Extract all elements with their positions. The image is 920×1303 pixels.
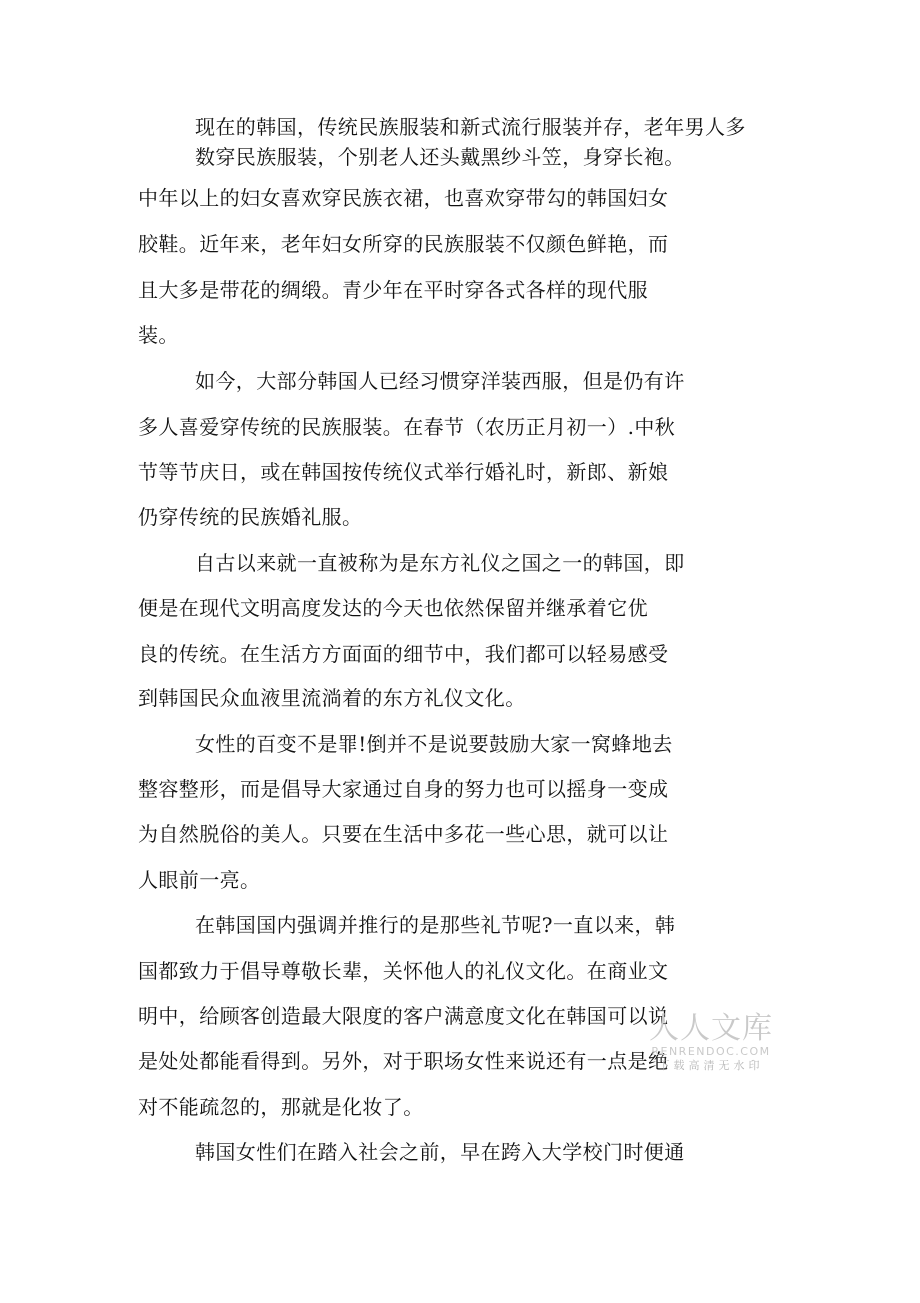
text-line: 是处处都能看得到。另外，对于职场女性来说还有一点是绝 <box>138 1049 669 1073</box>
text-line: 自古以来就一直被称为是东方礼仪之国之一的韩国，即 <box>195 551 685 575</box>
text-line: 数穿民族服装，个别老人还头戴黑纱斗笠，身穿长袍。 <box>195 145 685 169</box>
watermark-slogan: 下载高清无水印 <box>658 1059 764 1072</box>
text-line: 到韩国民众血液里流淌着的东方礼仪文化。 <box>138 686 526 710</box>
text-line: 节等节庆日，或在韩国按传统仪式举行婚礼时，新郎、新娘 <box>138 460 669 484</box>
text-line: 韩国女性们在踏入社会之前，早在跨入大学校门时便通 <box>195 1140 685 1164</box>
text-line: 在韩国国内强调并推行的是那些礼节呢?一直以来，韩 <box>195 913 676 937</box>
text-line: 对不能疏忽的，那就是化妆了。 <box>138 1095 424 1119</box>
watermark-url: RENRENDOC.COM <box>651 1045 771 1058</box>
text-line: 明中，给顾客创造最大限度的客户满意度文化在韩国可以说 <box>138 1004 669 1028</box>
text-line: 人眼前一亮。 <box>138 868 261 892</box>
text-line: 现在的韩国，传统民族服装和新式流行服装并存，老年男人多 <box>195 115 746 139</box>
text-line: 仍穿传统的民族婚礼服。 <box>138 505 363 529</box>
watermark-logo-text: 人人文库 <box>649 1011 773 1046</box>
text-line: 如今，大部分韩国人已经习惯穿洋装西服，但是仍有许 <box>195 369 685 393</box>
text-line: 多人喜爱穿传统的民族服装。在春节（农历正月初一）.中秋 <box>138 415 676 439</box>
watermark <box>648 1012 774 1074</box>
text-line: 中年以上的妇女喜欢穿民族衣裙，也喜欢穿带勾的韩国妇女 <box>138 186 669 210</box>
text-line: 胶鞋。近年来，老年妇女所穿的民族服装不仅颜色鲜艳，而 <box>138 232 669 256</box>
text-line: 整容整形，而是倡导大家通过自身的努力也可以摇身一变成 <box>138 777 669 801</box>
text-line: 为自然脱俗的美人。只要在生活中多花一些心思，就可以让 <box>138 822 669 846</box>
text-line: 国都致力于倡导尊敬长辈，关怀他人的礼仪文化。在商业文 <box>138 959 669 983</box>
text-line: 装。 <box>138 323 179 347</box>
text-line: 且大多是带花的绸缎。青少年在平时穿各式各样的现代服 <box>138 278 648 302</box>
text-line: 良的传统。在生活方方面面的细节中，我们都可以轻易感受 <box>138 642 669 666</box>
text-line: 女性的百变不是罪!倒并不是说要鼓励大家一窝蜂地去 <box>195 732 673 756</box>
text-line: 便是在现代文明高度发达的今天也依然保留并继承着它优 <box>138 596 648 620</box>
